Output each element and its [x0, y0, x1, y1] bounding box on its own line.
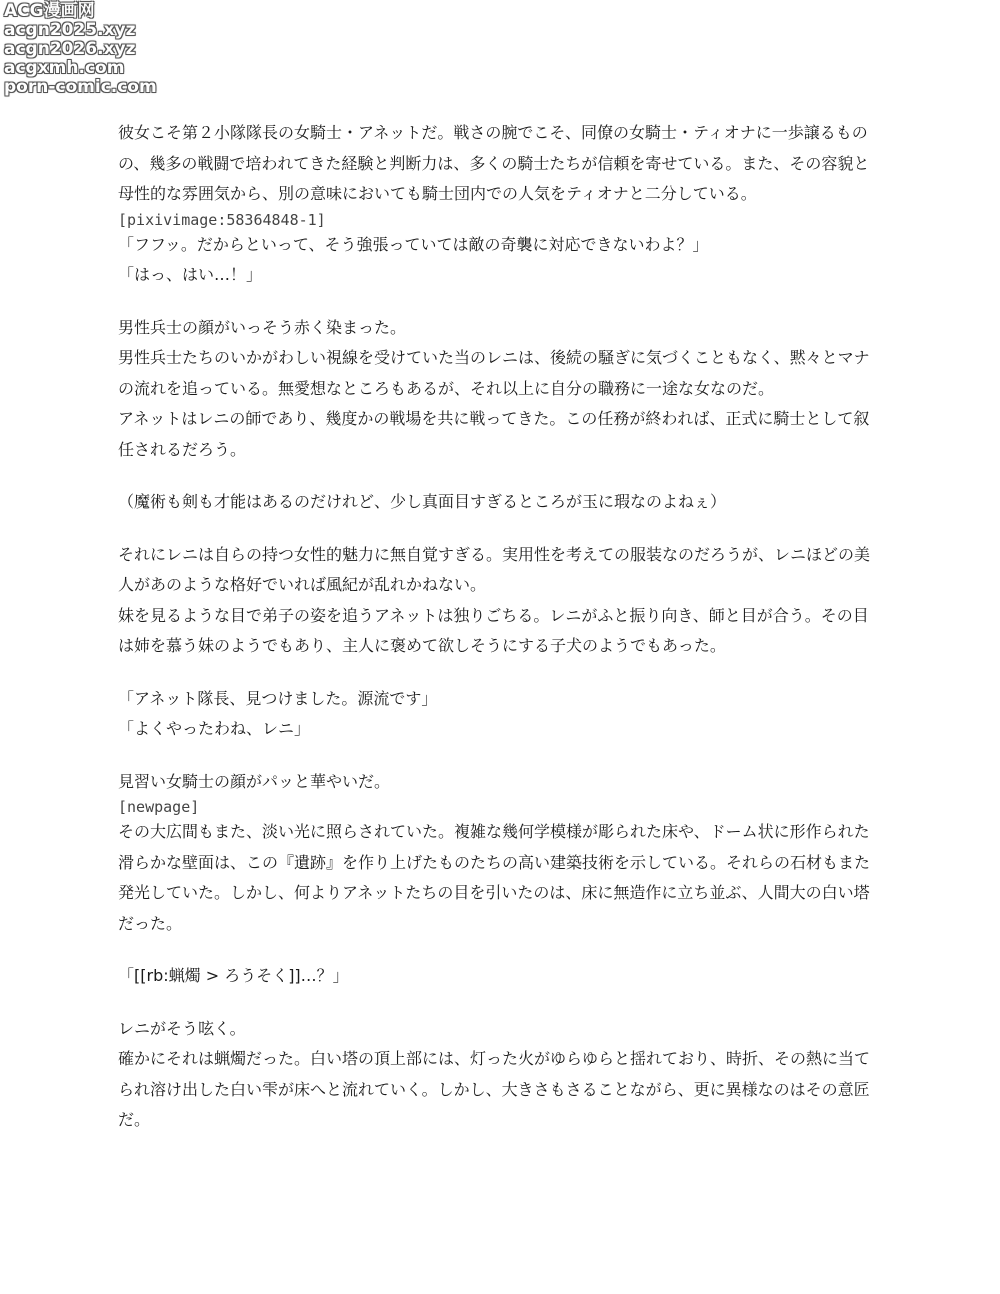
paragraph: 妹を見るような目で弟子の姿を追うアネットは独りごちる。レニがふと振り向き、師と目が合う。その目は姉を慕う妹のようでもあり、主人に褒めて欲しそうにする子犬のようでもあった。 [118, 605, 869, 655]
paragraph: 見習い女騎士の顔がパッと華やいだ。 [118, 771, 391, 791]
dialogue-line: 「アネット隊長、見つけました。源流です」 [118, 688, 438, 708]
watermark-line: ACG漫画网 [4, 1, 95, 21]
image-tag: [pixivimage:58364848-1] [118, 210, 326, 229]
dialogue-line: 「フフッ。だからといって、そう強張っていては敵の奇襲に対応できないわよ？」 [118, 234, 709, 254]
page-break-tag: [newpage] [118, 798, 200, 816]
paragraph: 確かにそれは蝋燭だった。白い塔の頂上部には、灯った火がゆらゆらと揺れており、時折、その熱に当てられ溶け出した白い雫が床へと流れていく。しかし、大きさもさることながら、更に異様なのはその意匠だ。 [118, 1049, 871, 1129]
paragraph: それにレニは自らの持つ女性的魅力に無自覚すぎる。実用性を考えての服装なのだろうが、レニほどの美人があのような格好でいれば風紀が乱れかねない。 [118, 544, 871, 594]
watermark-line: acgxmh.com [4, 58, 125, 78]
paragraph: 男性兵士たちのいかがわしい視線を受けていた当のレニは、後続の騒ぎに気づくこともなく、黙々とマナの流れを追っている。無愛想なところもあるが、それ以上に自分の職務に一途な女なのだ。 [118, 348, 870, 398]
paragraph: その大広間もまた、淡い光に照らされていた。複雑な幾何学模様が彫られた床や、ドーム状に形作られた滑らかな壁面は、この『遺跡』を作り上げたものたちの高い建築技術を示している。それらの石材もまた発光していた。しかし、何よりアネットたちの目を引いたのは、床に無造作に立ち並ぶ、人間大の白い塔だった。 [118, 822, 871, 933]
paragraph: 男性兵士の顔がいっそう赤く染まった。 [118, 317, 407, 337]
dialogue-line: 「はっ、はい…！」 [118, 265, 263, 284]
paragraph: 彼女こそ第２小隊隊長の女騎士・アネットだ。戦さの腕でこそ、同僚の女騎士・ティオナに一歩譲るものの、幾多の戦闘で培われてきた経験と判断力は、多くの騎士たちが信頼を寄せている。また、その容貌と母性的な雰囲気から、別の意味においても騎士団内での人気をティオナと二分している。 [118, 123, 870, 203]
paragraph: レニがそう呟く。 [118, 1018, 246, 1038]
watermark-line: porn-comic.com [4, 77, 157, 97]
document-body [118, 118, 878, 1136]
watermark-line: acgn2025.xyz [4, 20, 136, 40]
paragraph: アネットはレニの師であり、幾度かの戦場を共に戦ってきた。この任務が終われば、正式に騎士として叙任されるだろう。 [118, 409, 870, 459]
inner-thought: （魔術も剣も才能はあるのだけれど、少し真面目すぎるところが玉に瑕なのよねぇ） [118, 492, 727, 511]
dialogue-line: 「よくやったわね、レニ」 [118, 719, 311, 738]
watermark-line: acgn2026.xyz [4, 39, 136, 59]
watermark [4, 2, 157, 97]
dialogue-line: 「[[rb:蝋燭 > ろうそく]]…？」 [118, 966, 349, 985]
